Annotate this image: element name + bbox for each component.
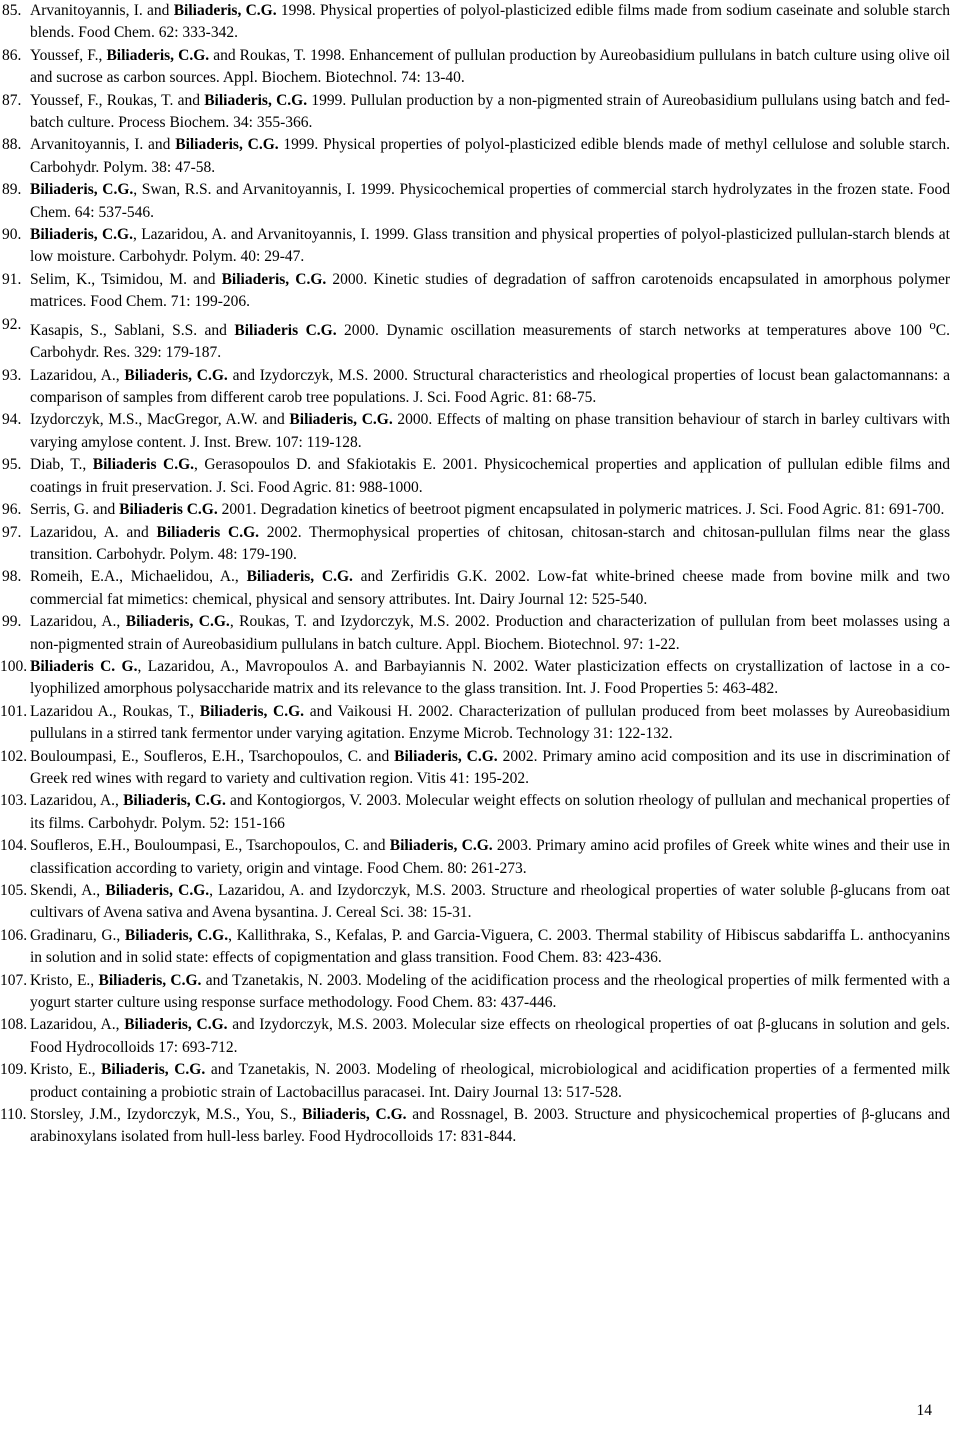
reference-item [2, 45, 950, 90]
reference-text [30, 837, 950, 876]
author-highlight: Biliaderis, C.G. [173, 2, 277, 19]
reference-number: 99. [2, 613, 22, 631]
reference-segment: Storsley, J.M., Izydorczyk, M.S., You, S., [30, 1106, 303, 1124]
author-highlight: Biliaderis, C.G. [204, 91, 308, 109]
author-highlight: Biliaderis, C.G. [175, 136, 279, 154]
reference-text [30, 1061, 950, 1100]
reference-segment: and Izydorczyk, M.S. 2003. Molecular size effects on rheological properties of oat β-glucans in solution and gels. Food Hydrocolloids 17: 693-712. [30, 1016, 950, 1056]
reference-item [0, 1104, 951, 1149]
reference-number: 90. [2, 226, 22, 244]
reference-item [2, 179, 950, 224]
reference-number: 92. [2, 315, 22, 333]
reference-segment: Kristo, E., [30, 971, 99, 989]
author-highlight: Biliaderis, C.G. [106, 46, 210, 64]
reference-item [2, 522, 950, 567]
author-highlight: Biliaderis, C.G. [105, 882, 210, 899]
reference-number: 87. [2, 91, 22, 109]
reference-segment: C. Carbohydr. Res. 329: 179-187. [30, 321, 950, 362]
reference-segment: Youssef, F., Roukas, T. and [30, 91, 205, 109]
reference-segment: Serris, G. and [30, 501, 120, 519]
reference-item [2, 314, 950, 365]
reference-number: 86. [2, 46, 22, 64]
reference-number: 89. [2, 181, 22, 199]
reference-number: 108. [0, 1016, 28, 1034]
reference-item [2, 224, 950, 269]
reference-text [30, 2, 950, 41]
reference-item [0, 1059, 951, 1104]
author-highlight: Biliaderis C.G. [156, 523, 260, 541]
author-highlight: Biliaderis, C.G. [30, 181, 134, 199]
reference-item [2, 409, 951, 454]
reference-number: 93. [2, 366, 22, 384]
reference-segment: Selim, K., Tsimidou, M. and [30, 270, 222, 288]
author-highlight: Biliaderis, C.G. [246, 568, 353, 586]
reference-segment: 1998. Physical properties of polyol-plasticized edible films made from sodium caseinate and soluble starch blends. Food Chem. 62: 333-342. [30, 2, 950, 42]
author-highlight: Biliaderis, C.G. [98, 971, 202, 989]
page-number: 14 [916, 1401, 932, 1419]
reference-item [2, 269, 950, 314]
reference-segment: , Lazaridou, A. and Izydorczyk, M.S. 2003. Structure and rheological properties of water soluble β-glucans from oat cultivars of Avena sativa and Avena bysantina. J. Cereal Sci. 38: 15-31. [30, 882, 950, 922]
reference-text [30, 501, 944, 518]
reference-text [30, 613, 950, 652]
reference-text [30, 271, 950, 310]
reference-item [2, 365, 950, 410]
reference-text [30, 92, 950, 131]
reference-number: 88. [2, 136, 22, 154]
reference-item [2, 611, 950, 656]
reference-segment: Diab, T., [30, 456, 93, 474]
author-highlight: Biliaderis, C.G. [125, 613, 230, 631]
reference-text [30, 456, 950, 495]
author-highlight: Biliaderis C. G. [30, 657, 138, 675]
reference-segment: Soufleros, E.H., Bouloumpasi, E., Tsarchopoulos, C. and [30, 837, 390, 855]
reference-number: 101. [0, 702, 28, 720]
reference-text [30, 703, 950, 742]
reference-segment: 2002. Primary amino acid composition and its use in discrimination of Greek red wines with regard to variety and cultivation region. Vitis 41: 195-202. [30, 747, 951, 787]
reference-item [0, 1014, 950, 1059]
reference-number: 100. [0, 657, 28, 675]
reference-text [30, 1016, 950, 1055]
author-highlight: Biliaderis, C.G. [124, 926, 229, 944]
reference-text [30, 1106, 950, 1145]
reference-text [30, 226, 950, 265]
reference-number: 110. [0, 1106, 27, 1124]
author-highlight: Biliaderis, C.G. [394, 747, 498, 765]
reference-segment: and Zerfiridis G.K. 2002. Low-fat white-brined cheese made from bovine milk and two commercial fat mimetics: chemical, physical and sensory attributes. Int. Dairy Journal 12: 525-540. [30, 568, 950, 608]
reference-item [2, 0, 950, 45]
reference-segment: Kasapis, S., Sablani, S.S. and [30, 321, 235, 339]
author-highlight: Biliaderis, C.G. [302, 1106, 407, 1124]
reference-segment: and Tzanetakis, N. 2003. Modeling of the acidification process and the rheological properties of milk fermented with a yogurt starter culture using response surface methodology. Food Chem. 83: 437-446. [30, 971, 950, 1012]
reference-segment: 2003. Primary amino acid profiles of Greek white wines and their use in classification according to variety, origin and vintage. Food Chem. 80: 261-273. [30, 837, 951, 877]
reference-number: 104. [0, 837, 28, 855]
reference-number: 96. [2, 501, 22, 519]
reference-segment: 2001. Degradation kinetics of beetroot pigment encapsulated in polymeric matrices. J. Sci. Food Agric. 81: 691-700. [217, 501, 945, 519]
author-highlight: Biliaderis C.G. [119, 501, 218, 519]
reference-segment: Lazaridou, A., [30, 613, 126, 631]
superscript-text: o [929, 316, 936, 332]
reference-segment: 2002. Thermophysical properties of chitosan, chitosan-starch and chitosan-pullulan films near the glass transition. Carbohydr. Polym. 48: 179-190. [30, 523, 950, 563]
reference-item [0, 656, 950, 701]
reference-item [0, 835, 951, 880]
reference-number: 109. [0, 1061, 28, 1079]
reference-segment: and Vaikousi H. 2002. Characterization of pullulan produced from beet molasses by Aureobasidium pullulans in a stirred tank fermentor under varying agitation. Enzyme Microb. Technology 31: 122-132. [30, 702, 950, 743]
reference-text [30, 181, 950, 220]
reference-text [30, 748, 950, 787]
reference-segment: , Lazaridou, A. and Arvanitoyannis, I. 1999. Glass transition and physical properties of polyol-plasticized pullulan-starch blends at low moisture. Carbohydr. Polym. 40: 29-47. [30, 226, 950, 266]
reference-item [0, 746, 951, 791]
author-highlight: Biliaderis, C.G. [101, 1061, 206, 1079]
reference-text [30, 882, 950, 921]
reference-segment: Izydorczyk, M.S., MacGregor, A.W. and [30, 411, 290, 429]
reference-segment: , Lazaridou, A., Mavropoulos A. and Barbayiannis N. 2002. Water plasticization effects on crystallization of lactose in a co-lyophilized amorphous polysaccharide matrix and its relevance to the glass transition. Int. J. Food Properties 5: 463-482. [30, 657, 950, 698]
reference-segment: Arvanitoyannis, I. and [30, 2, 174, 19]
reference-number: 91. [2, 270, 22, 288]
reference-text [30, 568, 950, 607]
author-highlight: Biliaderis, C.G. [389, 837, 493, 855]
reference-segment: Gradinaru, G., [30, 926, 125, 944]
author-highlight: Biliaderis, C.G. [221, 270, 327, 288]
reference-segment: 2000. Dynamic oscillation measurements of starch networks at temperatures above 100 [336, 321, 930, 339]
reference-segment: Romeih, E.A., Michaelidou, A., [30, 568, 247, 586]
reference-text [30, 972, 950, 1011]
reference-item [2, 134, 950, 179]
reference-segment: 1999. Pullulan production by a non-pigmented strain of Aureobasidium pullulans using batch and fed-batch culture. Process Biochem. 34: 355-366. [30, 91, 950, 132]
reference-item [0, 925, 950, 970]
author-highlight: Biliaderis, C.G. [124, 1016, 228, 1034]
reference-segment: , Gerasopoulos D. and Sfakiotakis E. 2001. Physicochemical properties and application of pullulan edible films and coatings in fruit preservation. J. Sci. Food Agric. 81: 988-1000. [30, 456, 950, 496]
author-highlight: Biliaderis, C.G. [199, 702, 305, 720]
reference-number: 102. [0, 747, 28, 765]
reference-number: 106. [0, 926, 28, 944]
reference-segment: Lazaridou A., Roukas, T., [30, 702, 200, 720]
reference-segment: Lazaridou, A., [30, 792, 124, 810]
reference-segment: Arvanitoyannis, I. and [30, 136, 176, 154]
reference-segment: 2000. Kinetic studies of degradation of saffron carotenoids encapsulated in amorphous polymer matrices. Food Chem. 71: 199-206. [30, 270, 950, 311]
reference-item [0, 790, 950, 835]
reference-segment: , Roukas, T. and Izydorczyk, M.S. 2002. Production and characterization of pullulan from beet molasses using a non-pigmented strain of Aureobasidium pullulans in batch culture. Appl. Biochem. Biotechnol. 97: 1-22. [30, 613, 950, 653]
author-highlight: Biliaderis, C.G. [289, 411, 393, 429]
reference-number: 85. [2, 2, 22, 19]
reference-number: 103. [0, 792, 28, 810]
reference-item [2, 90, 950, 135]
reference-number: 98. [2, 568, 22, 586]
reference-number: 97. [2, 523, 22, 541]
reference-text [30, 411, 950, 450]
reference-number: 95. [2, 456, 22, 474]
reference-text [30, 792, 950, 831]
reference-segment: Lazaridou, A. and [30, 523, 157, 541]
reference-item [0, 970, 950, 1015]
reference-segment: and Roukas, T. 1998. Enhancement of pullulan production by Aureobasidium pullulans in batch culture using olive oil and sucrose as carbon sources. Appl. Biochem. Biotechnol. 74: 13-40. [30, 46, 950, 87]
reference-text [30, 658, 950, 697]
reference-segment: Lazaridou, A., [30, 366, 125, 384]
reference-number: 107. [0, 971, 28, 989]
reference-text [30, 47, 950, 86]
reference-segment: Bouloumpasi, E., Soufleros, E.H., Tsarchopoulos, C. and [30, 747, 395, 765]
reference-segment: and Tzanetakis, N. 2003. Modeling of rheological, microbiological and acidification properties of a fermented milk product containing a probiotic strain of Lactobacillus paracasei. Int. Dairy Journal 13: 517-528. [30, 1061, 951, 1101]
author-highlight: Biliaderis, C.G. [123, 792, 226, 810]
author-highlight: Biliaderis, C.G. [30, 226, 133, 244]
author-highlight: Biliaderis, C.G. [124, 366, 228, 384]
reference-segment: , Kallithraka, S., Kefalas, P. and Garcia-Viguera, C. 2003. Thermal stability of Hibiscus sabdariffa L. anthocyanins in solution and in solid state: effects of copigmentation and glass transition. Food Chem. 83: 423-436. [30, 926, 950, 967]
author-highlight: Biliaderis C.G. [234, 321, 337, 339]
reference-item [0, 880, 950, 925]
reference-segment: , Swan, R.S. and Arvanitoyannis, I. 1999. Physicochemical properties of commercial starch hydrolyzates in the frozen state. Food Chem. 64: 537-546. [30, 181, 950, 221]
reference-segment: Skendi, A., [30, 882, 106, 899]
reference-segment: and Izydorczyk, M.S. 2000. Structural characteristics and rheological properties of locust bean galactomannans: a comparison of samples from different carob tree populations. J. Sci. Food Agric. 81: 68-75. [30, 366, 950, 407]
reference-item [0, 701, 950, 746]
reference-item [2, 499, 950, 521]
reference-segment: Kristo, E., [30, 1061, 102, 1079]
reference-number: 105. [0, 882, 28, 899]
reference-text [30, 316, 950, 362]
reference-segment: Youssef, F., [30, 46, 107, 64]
reference-number: 94. [2, 411, 22, 429]
reference-segment: 1999. Physical properties of polyol-plasticized edible blends made of methyl cellulose and soluble starch. Carbohydr. Polym. 38: 47-58. [30, 136, 950, 176]
reference-text [30, 524, 950, 563]
reference-text [30, 136, 950, 175]
reference-item [2, 454, 950, 499]
reference-text [30, 927, 950, 966]
reference-segment: 2000. Effects of malting on phase transition behaviour of starch in barley cultivars with varying amylose content. J. Inst. Brew. 107: 119-128. [30, 411, 951, 451]
reference-segment: Lazaridou, A., [30, 1016, 125, 1034]
reference-item [2, 566, 950, 611]
reference-segment: and Kontogiorgos, V. 2003. Molecular weight effects on solution rheology of pullulan and mechanical properties of its films. Carbohydr. Polym. 52: 151-166 [30, 792, 950, 832]
reference-segment: and Rossnagel, B. 2003. Structure and physicochemical properties of β-glucans and arabinoxylans isolated from hull-less barley. Food Hydrocolloids 17: 831-844. [30, 1106, 951, 1146]
author-highlight: Biliaderis C.G. [92, 456, 194, 474]
reference-text [30, 367, 950, 406]
